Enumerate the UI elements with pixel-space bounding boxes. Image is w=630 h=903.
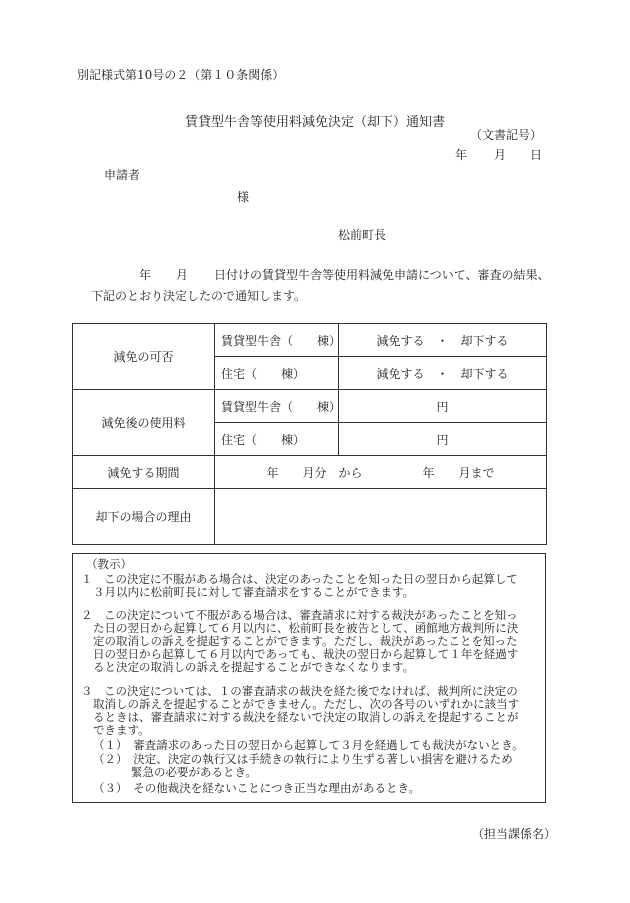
rejection-reason-label: 却下の場合の理由 [73, 489, 215, 545]
instructions-header: （教示） [86, 557, 132, 571]
intro-month: 月 [176, 268, 189, 282]
honorific: 様 [237, 190, 250, 204]
applicant-label: 申請者 [104, 168, 141, 182]
barn-fee-value: 円 [339, 390, 547, 423]
housing-fee-value: 円 [339, 423, 547, 456]
reduction-approval-label: 減免の可否 [73, 324, 215, 390]
document-number: （文書記号） [470, 128, 543, 142]
instruction-2-line-4: 日の翌日から起算して６月以内であっても、裁決の翌日から起算して１年を経過す [93, 647, 519, 661]
barn-count-label: 賃貸型牛舎（ 棟） [215, 324, 339, 357]
intro-line-2: 下記のとおり決定したので通知します。 [91, 289, 307, 303]
date-day: 日 [530, 148, 543, 162]
instruction-2-line-3: 定の取消しの訴えを提起することができます。ただし、裁決があったことを知った [93, 634, 518, 648]
instruction-3-line-4: できます。 [93, 723, 150, 737]
instructions-box [72, 553, 546, 803]
instruction-2-line-2: た日の翌日から起算して６月以内に、松前町長を被告として、函館地方裁判所に決 [93, 621, 519, 635]
reduction-period-label: 減免する期間 [73, 456, 215, 489]
instruction-3-line-1: ３ この決定については、１の審査請求の裁決を経た後でなければ、裁判所に決定の [81, 684, 518, 698]
instruction-1-line-1: １ この決定に不服がある場合は、決定のあったことを知った日の翌日から起算して [81, 572, 518, 586]
department-footer: （担当課係名） [472, 827, 557, 841]
issuer: 松前町長 [338, 228, 387, 242]
instruction-item-2: （２） 決定、決定の執行又は手続きの執行により生ずる著しい損害を避けるため [93, 752, 513, 766]
housing-fee-label: 住宅（ 棟） [215, 423, 339, 456]
date-year: 年 [455, 148, 468, 162]
housing-decision-value: 減免する ・ 却下する [339, 357, 547, 390]
instruction-2-line-1: ２ この決定について不服がある場合は、審査請求に対する裁決があったことを知っ [81, 608, 518, 622]
rejection-reason-value [215, 489, 547, 545]
decision-table [72, 323, 547, 545]
instruction-3-line-2: 取消しの訴えを提起することができません。ただし、次の各号のいずれかに該当す [93, 697, 520, 711]
instruction-item-2-cont: 緊急の必要があるとき。 [131, 765, 258, 779]
instruction-3-line-3: るときは、審査請求に対する裁決を経ないで決定の取消しの訴えを提起することが [93, 710, 519, 724]
form-id: 別記様式第10号の２（第１０条関係） [77, 68, 285, 82]
intro-line-1: 日付けの賃貸型牛舎等使用料減免申請について、審査の結果、 [214, 268, 550, 282]
barn-fee-label: 賃貸型牛舎（ 棟） [215, 390, 339, 423]
barn-decision-value: 減免する ・ 却下する [339, 324, 547, 357]
instruction-item-1: （１） 審査請求のあった日の翌日から起算して３月を経過しても裁決がないとき。 [93, 738, 524, 752]
reduction-period-value: 年 月分 から 年 月まで [215, 456, 547, 489]
housing-count-label: 住宅（ 棟） [215, 357, 339, 390]
instruction-2-line-5: ると決定の取消しの訴えを提起することができなくなります。 [93, 660, 415, 674]
instruction-item-3: （３） その他裁決を経ないことにつき正当な理由があるとき。 [93, 781, 421, 795]
page-title: 賃貸型牛舎等使用料減免決定（却下）通知書 [184, 115, 445, 130]
intro-year: 年 [139, 268, 152, 282]
instruction-1-line-2: ３月以内に松前町長に対して審査請求をすることができます。 [93, 585, 415, 599]
date-month: 月 [494, 148, 507, 162]
reduced-fee-label: 減免後の使用料 [73, 390, 215, 456]
